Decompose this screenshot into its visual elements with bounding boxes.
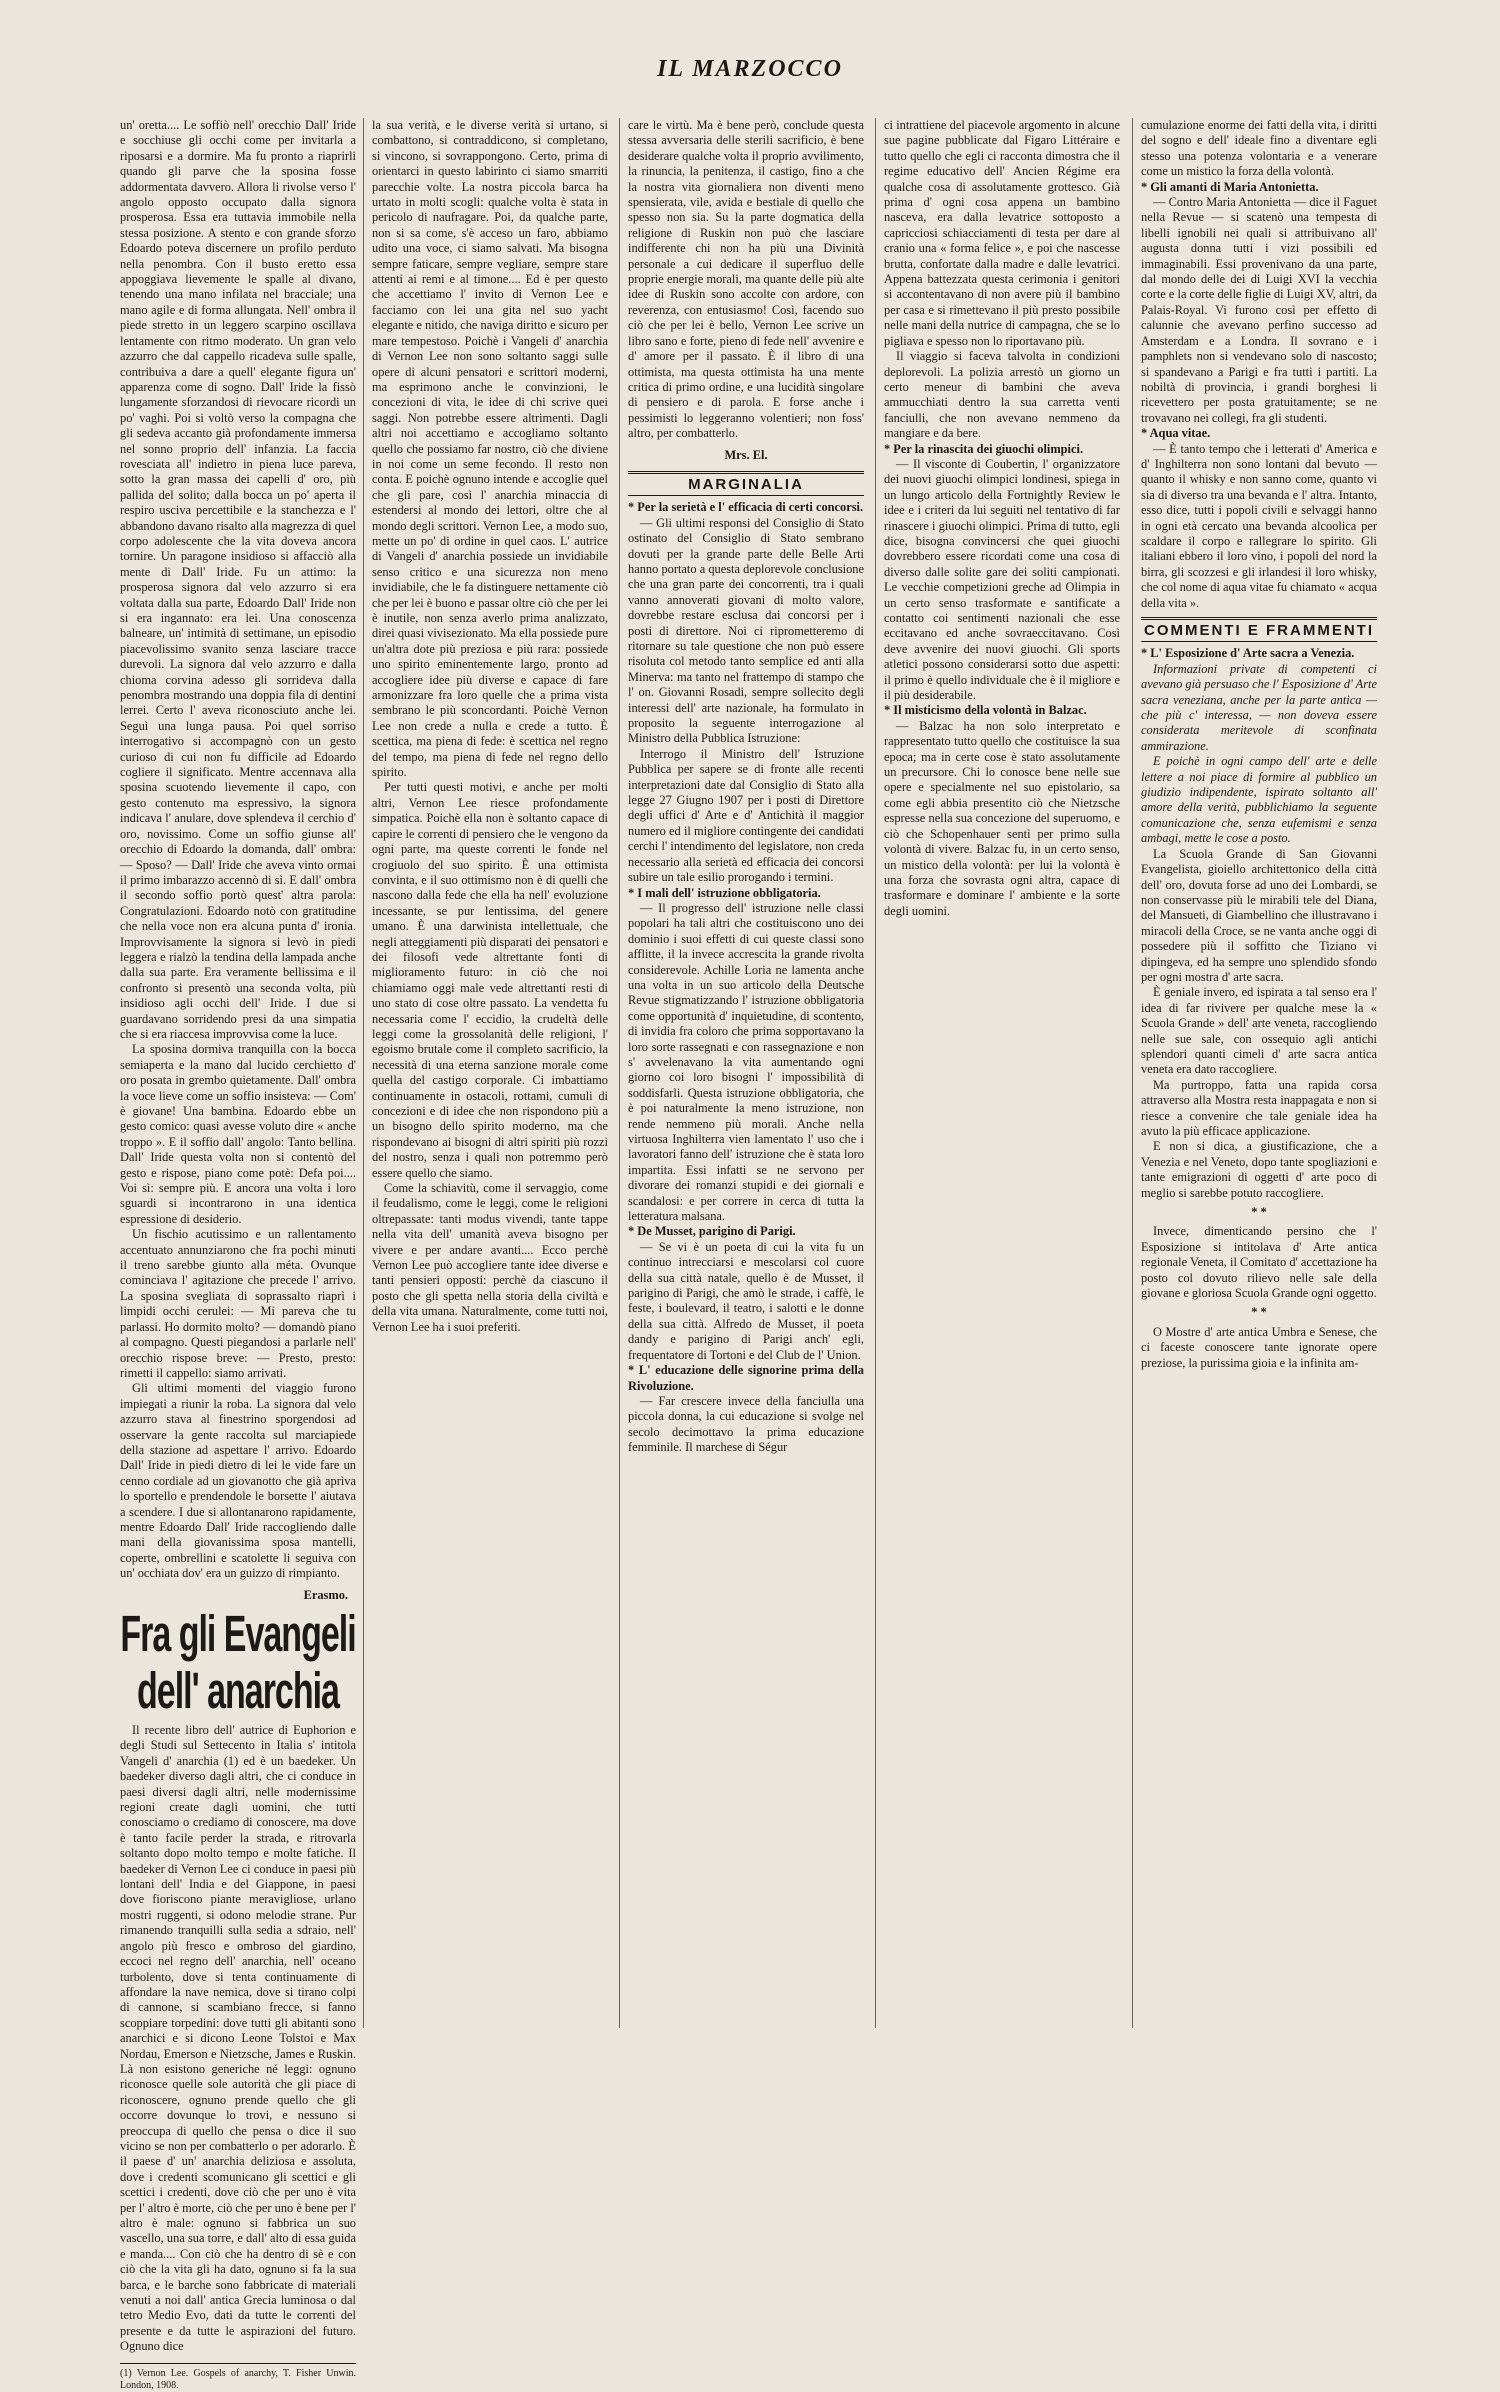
item-heading: * I mali dell' istruzione obbligatoria. — [628, 885, 821, 900]
signature: Mrs. El. — [724, 447, 768, 462]
paragraph: La sposina dormiva tranquilla con la bocca semiaperta e la mano dal lucido cerchietto d' oro posata in grembo quietamente. Dall' ombra la voce lieve come un soffio insisteva: — Com' è giovane! Una bambina. Edoardo ebbe un gesto comico: quasi avesse voluto dire « anche troppo ». E il soffio dall' angolo: Tanto bellina. Dall' Iride questa volta non si contentò del gesto e rispose, piano come potè: Defa poi.... Voi sì: sempre più. E ancora una volta i loro sguardi si incontrarono in una identica espressione di desiderio. — [120, 1042, 356, 1226]
column-4 — [884, 118, 1120, 2028]
paragraph: Il viaggio si faceva talvolta in condizioni deplorevoli. La polizia arrestò un giorno un certo meneur di bambini che aveva ammucchiati dentro la sua carretta venti fanciulli, che non avevano nemmeno da mangiare e da bere. — [884, 349, 1120, 441]
item-heading: * Per la rinascita dei giuochi olimpici. — [884, 441, 1084, 456]
separator-stars: * * — [1251, 1205, 1267, 1220]
paragraph: Ma purtroppo, fatta una rapida corsa attraverso alla Mostra resta inappagata e non si riesce a convenire che tale geniale idea ha avuto la più efficace applicazione. — [1141, 1077, 1377, 1138]
column-divider — [875, 118, 876, 2028]
paragraph: E non si dica, a giustificazione, che a Venezia e nel Veneto, dopo tante spogliazioni e tante emigrazioni di oggetti d' arte poco di meglio si sarebbe potuto raccogliere. — [1141, 1139, 1377, 1200]
item-heading: * L' Esposizione d' Arte sacra a Venezia. — [1141, 646, 1355, 661]
column-5 — [1141, 118, 1377, 2028]
paragraph: — Balzac ha non solo interpretato e rappresentato tutto quello che costituisce la sua epoca; ma in certe cose è stato assolutamente un precursore. Chi lo conosce bene nelle sue opere e specialmente nel suo epistolario, sa come egli abbia presentito ciò che Nietzsche espresse nella sua concezione del superuomo, e ciò che Schopenhauer sentì per primo sulla volontà di vivere. Balzac fu, in un certo senso, un mistico della volontà: per lui la volontà è una forza che sovrasta ogni altra, capace di trasformare e dominare l' ambiente e la sorte degli uomini. — [884, 718, 1120, 918]
paragraph: E poichè in ogni campo dell' arte e delle lettere a noi piace di formire al pubblico un giudizio indipendente, ispirato soltanto all' amore della verità, pubblichiamo la seguente comunicazione che, senza eufemismi e senza ambagi, mette le cose a posto. — [1141, 754, 1377, 846]
paragraph: La Scuola Grande di San Giovanni Evangelista, gioiello architettonico della città dell' oro, dovuta forse ad uno dei Lombardi, se non conservasse più le mirabili tele del Diana, del Mansueti, di Giambellino che illustravano i miracoli della Croce, se ne vanta anche oggi di possedere più il soffitto che Tiziano vi dipingeva, ed ha sempre uno splendido sfondo per ogni mostra d' arte sacra. — [1141, 846, 1377, 984]
column-divider — [1132, 118, 1133, 2028]
masthead: IL MARZOCCO — [657, 56, 843, 82]
paragraph: Interrogo il Ministro dell' Istruzione Pubblica per sapere se di fronte alle recenti interpretazioni date dal Consiglio di Stato alla legge 27 Giugno 1907 per i posti di Direttore degli uffici d' Arte e d' Antichità il maggior numero ed il migliore contingente dei candidati cerchi l' intendimento del legislatore, non creda necessario alla serietà ed efficacia dei concorsi subire un tale esilio prorogando i termini. — [628, 746, 864, 885]
paragraph: — Il progresso dell' istruzione nelle classi popolari ha tali altri che costituiscono uno dei dominio i suoi effetti di cui queste classi sono afflitte, il la invece accrescita la grande rivolta considerevole. Achille Loria ne lamenta anche una volta in un suo articolo della Deutsche Revue stigmatizzando l' istruzione obbligatoria come opportunità d' inquietudine, di scontento, di invidia fra coloro che prima sopportavano la loro sorte rassegnati e con rassegnazione e non s' avvelenavano la vita aumentando ogni giorno coi loro bisogni l' impossibilità di soddisfarli. Questa istruzione obbligatoria, che è poi naturalmente la meno istruzione, non rende nemmeno più morali. Anche nella virtuosa Inghilterra vien lamentato l' uso che i lavoratori fanno dell' istruzione che è stata loro impartita. Essi infatti se ne servono per divorare dei romanzi stupidi e dei giornali e scandalosi: e per correre in cerca di tutta la letteratura malsana. — [628, 900, 864, 1224]
paragraph: O Mostre d' arte antica Umbra e Senese, che ci faceste conoscere tante ignorate opere preziose, la purissima gioia e la infinita am- — [1141, 1324, 1377, 1370]
paragraph: — Far crescere invece della fanciulla una piccola donna, la cui educazione si svolge nel secolo decimottavo la prima educazione femminile. Il marchese di Ségur — [628, 1393, 864, 1455]
paragraph: Un fischio acutissimo e un rallentamento accentuato annunziarono che fra pochi minuti il treno sarebbe giunto alla méta. Ovunque cominciava l' agitazione che precede l' arrivo. La sposina svegliata di soprassalto riaprì i limpidi occhi cerulei: — Mi pareva che tu parlassi. Ho dormito molto? — domandò piano al compagno. Questi piegandosi a parlarle nell' orecchio rispose breve: — Presto, presto: rimetti il cappello: siamo arrivati. — [120, 1227, 356, 1380]
column-3 — [628, 118, 864, 2028]
article-title: Fra gli Evangeli dell' anarchia — [120, 1606, 356, 1720]
paragraph: Il recente libro dell' autrice di Euphorion e degli Studi sul Settecento in Italia s' intitola Vangeli d' anarchia (1) ed è un baedeker. Un baedeker diverso dagli altri, che ci conduce in paesi diversi dagli altri, nelle modernissime regioni create dagli uomini, che tutti conosciamo o crediamo di conoscere, ma dove è tanto facile perder la strada, e ritrovarla soltanto dopo molto tempo e molte fatiche. Il baedeker di Vernon Lee ci conduce in paesi più lontani dell' India e del Giappone, in paesi dove fioriscono piante meravigliose, urlano mostri ruggenti, si odono melodie strane. Pur rimanendo tranquilli sulla sedia a sdraio, nell' angolo più fresco e ombroso del giardino, eccoci nel regno dell' anarchia, nell' oceano turbolento, dove si tenta continuamente di affondare la nave nemica, dove si tirano colpi di cannone, si scambiano frecce, si fanno scoppiare torpedini: dove tutti gli abitanti sono anarchici e si dicono Leone Tolstoi e Max Nordau, Emerson e Nietzsche, James e Ruskin. Là non esistono generiche né leggi: ognuno riconosce quelle sole autorità che gli piace di riconoscere, ognuno prende quello che gli occorre dovunque lo trovi, e nessuno si preoccupa di quello che pensa o dice il suo vicino se non per combatterlo o per adorarlo. È il paese d' un' anarchia deliziosa e assoluta, dove i credenti scomunicano gli scettici e gli scettici i credenti, dove ciò che per uno è vita per l' altro è morte, ciò che per uno è bene per l' altro è male: ognuno si fabbrica un suo vascello, una sua torre, e dall' alto di essa guida e manda.... Con ciò che ha dentro di sè e con ciò che la vita gli ha dato, ognuno si fa la sua barca, e le barche sono fabbricate di materiali venuti a noi dall' antica Grecia luminosa o dal tetro Medio Evo, dati da tutte le correnti del presente e da tutte le aspirazioni del futuro. Ognuno dice — [120, 1723, 356, 2354]
signature: Erasmo. — [303, 1587, 348, 1602]
paragraph: un' oretta.... Le soffiò nell' orecchio Dall' Iride e socchiuse gli occhi come per invitarla a riposarsi e a dormire. Ma fu pronto a riaprirli quando gli parve che la sposina fosse addormentata davvero. Allora li rivolse verso l' angolo opposto occupato dalla signora prosperosa. Essa era tuttavia immobile nella stessa posizione. A stento e con grande sforzo Edoardo poteva discernere un profilo perduto nella penombra. Con il busto eretto essa appoggiava lievemente le spalle al divano, tenendo una mano infilata nel bracciale; una mano agile e di forma allungata. Nell' ombra il piede stretto in un leggero scarpino oscillava lentamente con ritmo moderato. Un gran velo azzurro che dal cappello ricadeva sulle spalle, contribuiva a dare a quell' elegante figura un' apparenza come di sogno. Dall' Iride la fissò lungamente sforzandosi di rievocare ricordi un po' vaghi. Poi si voltò verso la compagna che gli sedeva accanto già profondamente immersa nel sonno proprio dell' infanzia. La faccia rovesciata all' indietro in piena luce pareva, sotto la gran massa dei capelli d' oro, più pallida del solito; dalla bocca un po' aperta il respiro usciva percettibile e la stanchezza e l' abbandono davano risalto alla magrezza di quel corpo adolescente che la vita doveva ancora tornire. Un paragone insidioso si affacciò alla mente di Dall' Iride. Fu un attimo: la prosperosa signora dal velo azzurro si era voltata dalla sua parte, Edoardo Dall' Iride non si era ingannato: era lei. Una conoscenza balneare, un' intimità di settimane, un episodio piacevolissimo svanito senza lasciare tracce durevoli. La signora dal velo azzurro e dalla chioma corvina adesso gli sorrideva dalla penombra mostrando una doppia fila di dentini lerrei. Certo l' aveva riconosciuto anche lei. Seguì una lunga pausa. Poi quel sorriso interrogativo si accompagnò con un gesto curioso di cui non fu difficile ad Edoardo cogliere il significato. Mentre accennava alla sposina scuotendo lievemente il capo, con gesto contenuto ma espressivo, la signora indicava l' anulare, dove splendeva il cerchio d' oro, novissimo. Come un soffio giunse all' orecchio di Edoardo la domanda, dall' ombra: — Sposo? — Dall' Iride che aveva vinto ormai il primo imbarazzo accennò di sì. E dall' ombra il secondo soffio portò quest' altra parola: Congratulazioni. Edoardo notò con gratitudine che nella voce non era alcuna punta d' ironia. Improvvisamente la signora si levò in piedi leggera e rialzò la tendina della lampada anche dalla sua parte. Era veramente bellissima e il confronto si presentò una seconda volta, più insidioso agli occhi dell' Iride. I due si guardavano sorridendo presi da una simpatia che si era riaccesa improvvisa come la luce. — [120, 118, 357, 1041]
paragraph: — Gli ultimi responsi del Consiglio di Stato ostinato del Consiglio di Stato sembrano dovuti per la grande parte delle Belle Arti hanno portato a questa deplorevole conclusione che una gran parte dei concorrenti, tra i quali vanno annoverati giovani di molto valore, dovrebbe restare esclusa dai concorsi per i posti di direttore. Noi ci riprometteremo di ritornare su tale questione che non può essere risoluta col metodo tanto semplice ed anti alla Minerva: ma tanto nel frattempo di stampo che l' on. Giovanni Rosadi, sempre sollecito degli interessi dell' arte nazionale, ha formulato in proposito la seguente interrogazione al Ministro della Pubblica Istruzione: — [628, 515, 864, 746]
paragraph: — Se vi è un poeta di cui la vita fu un continuo intrecciarsi e mescolarsi col cuore della sua città natale, quello è de Musset, il parigino di Parigi, che amò le strade, i caffè, le feste, i boulevard, il teatro, i salotti e le donne della sua città. Alfredo de Musset, il poeta dandy e parigino di Parigi anch' egli, frequentatore di Tortoni e del Club de l' Union. — [628, 1239, 864, 1362]
item-heading: * De Musset, parigino di Parigi. — [628, 1224, 796, 1239]
paragraph: È geniale invero, ed ispirata a tal senso era l' idea di far rivivere per qualche mese la « Scuola Grande » dell' arte veneta, raccogliendo nelle sue sale, con ossequio agli antichi splendori quanti cimeli d' arte sacra antica veneta era dato raccogliere. — [1141, 985, 1377, 1077]
paragraph: — È tanto tempo che i letterati d' America e d' Inghilterra non sono lontani dal bevuto — quanto il whisky e non sanno come, quanto vi sia di diverso tra una bevanda e l' altra. Intanto, esso dice, tutti i popoli civili e selvaggi hanno in ogni età cercato una bevanda alcoolica per scaldare il corpo e rallegrare lo spirito. Gli italiani ebbero il loro vino, i popoli del nord la birra, gli scozzesi e gli irlandesi il loro whisky, che col nome di aqua vitae fu chiamato « acqua della vita ». — [1141, 441, 1377, 610]
paragraph: Per tutti questi motivi, e anche per molti altri, Vernon Lee riesce profondamente simpatica. Poichè ella non è soltanto capace di capire le correnti di pensiero che le vengono da ogni parte, ma queste correnti le fonde nel crogiuolo del suo spirito. È una ottimista convinta, e il suo ottimismo non è di quelli che nascono dalla fede che ella ha nell' evoluzione incessante, se pur lentissima, del genere umano. È una darwinista intellettuale, che negli atteggiamenti più disparati dei pensatori e dei filosofi vede altrettante fonti di miglioramento futuro: in ciò che noi chiamiamo oggi male vede altrettanti resti di uno stato di cose oltre passato. La vendetta fu necessaria come l' eccidio, la crudeltà delle leggi come la grossolanità delle religioni, l' egoismo brutale come il completo sacrificio, la necessità di una eterna sanzione morale come quella del castigo corporale. Ci imbattiamo continuamente in ostacoli, rottami, cumuli di concezioni e di idee che non rispondono più a un bisogno dello spirito moderno, ma che rispondevano ai bisogni di altri spiriti più rozzi del nostro, senza i quali non potremmo però essere quello che siamo. — [372, 780, 608, 1180]
item-heading: * Il misticismo della volontà in Balzac. — [884, 703, 1087, 718]
column-divider — [619, 118, 620, 2028]
column-1 — [120, 118, 357, 2391]
paragraph: Invece, dimenticando persino che l' Esposizione si intitolava d' Arte antica regionale Veneta, il Comitato d' accettazione ha posto col dovuto rilievo nelle sale della giovane e gloriosa Scuola Grande ogni oggetto. — [1141, 1224, 1377, 1301]
item-heading: * Aqua vitae. — [1141, 426, 1211, 441]
paragraph: care le virtù. Ma è bene però, conclude questa stessa avversaria delle sterili sacrificio, è bene desiderare qualche volta il proprio avvilimento, la rinuncia, la penitenza, il castigo, fino a che la nostra vita giornaliera non diventi meno spensierata, vile, avida e bestiale di quello che spesso non sia. Su la parte dogmatica della religione di Ruskin non può che lasciare indifferente chi non ha più una Divinità personale a cui dedicare il superfluo delle proprie energie morali, ma quante delle più alte idee di Ruskin sono accolte con ardore, con reverenza, con entusiasmo! Così, facendo suo ciò che per lei è bello, Vernon Lee scrive un libro sano e forte, pieno di fede nell' avvenire e d' amore per il passato. È il libro di una ottimista, ma questa ottimista ha una mente critica di primo ordine, e una lucidità singolare di pensiero e di parola. E forse anche i pessimisti lo leggeranno volentieri; non foss' altro, per combatterlo. — [628, 118, 864, 441]
paragraph: — Contro Maria Antonietta — dice il Faguet nella Revue — si scatenò una tempesta di libelli ignobili nei quali si attribuivano all' augusta donna tutti i vizi possibili ed immaginabili. Essi provenivano da una parte, dal mondo delle dei di Luigi XVI la vecchia corte e la corte delle figlie di Luigi XV, altri, da Palais-Royal. Vi furono così per effetto di calunnie che avevano perfino successo ad Amsterdam e a Londra. Il sovrano e i pamphlets non si vendevano solo di nascosto; si spandevano a Parigi e fra tutti i partiti. La nobiltà di provincia, i grandi borghesi li ricevettero per posta gratuitamente; se ne trovavano nei collegi, fra gli studenti. — [1141, 195, 1377, 425]
paragraph: cumulazione enorme dei fatti della vita, i diritti del sogno e dell' ideale fino a diventare egli stesso una potenza volontaria e a venerare come un mistico la forza della volontà. — [1141, 118, 1377, 179]
section-header: MARGINALIA — [628, 471, 864, 496]
paragraph: ci intrattiene del piacevole argomento in alcune sue pagine pubblicate dal Figaro Littéraire e tutto quello che egli ci racconta dimostra che il regime educativo dell' Ancien Régime era qualche cosa di assolutamente grottesco. Già prima d' ogni cosa appena un bambino nasceva, era dalla levatrice sottoposto a capricciosi schiacciamenti di testa per dare al cranio una « forma felice », e poi che nascesse brutta, confortate dalla madre e dalle levatrici. Appena battezzata questa cerimonia i genitori si accontentavano di non avere più il bambino per casa e si rimettevano il più presto possibile nelle mani della nutrice di campagna, che se lo pigliava e spesso non lo riportavano più. — [884, 118, 1120, 348]
column-2 — [372, 118, 608, 2028]
item-heading: * Per la serietà e l' efficacia di certi concorsi. — [628, 500, 864, 515]
paragraph: Gli ultimi momenti del viaggio furono impiegati a riunir la roba. La signora dal velo azzurro stava al finestrino sporgendosi ad osservare la gente raccolta sul marciapiede della stazione ad aspettare l' arrivo. Edoardo Dall' Iride in piedi dietro di lei le vide fare un cenno cordiale ad un giovanotto che già aprìva lo sportello e prendendole le borsette l' aiutava a scendere. I due si allontanarono rapidamente, mentre Edoardo Dall' Iride raccogliendo dalle mani della giovanissima sposa mantelli, coperte, ombrellini e scatolette li seguiva con un' occhiata dov' era un guizzo di rimpianto. — [120, 1381, 356, 1581]
paragraph: Come la schiavitù, come il servaggio, come il feudalismo, come le leggi, come le religioni oltrepassate: tanti modus vivendi, tante tappe nella vita dell' umanità aveva bisogno per vivere e per andare avanti.... Ecco perchè Vernon Lee può accogliere tante idee diverse e tanti pensieri opposti: perchè da ciascuno il posto che gli spetta nella storia della civiltà e della vita umana. Naturalmente, come tutti noi, Vernon Lee ha i suoi preferiti. — [372, 1181, 608, 1334]
paragraph: — Il visconte di Coubertin, l' organizzatore dei nuovi giuochi olimpici londinesi, spiega in un lungo articolo della Fortnightly Review le idee e i criteri da lui seguiti nel tentativo di far rinascere i giuochi olimpici. Prima di tutto, egli dice, bisogna convincersi che quei giuochi dovrebbero essere ricordati come una cosa di diverso dalle solite gare dei soliti campionati. Le vecchie competizioni greche ad Olimpia in un certo senso trasformate e santificate a contatto coi sentimenti nazionali che esse eccitavano ed anche sovraeccitavano. Così deve avvenire dei nuovi giuochi. Gli sports atletici possono considerarsi sotto due aspetti: il primo è quello individuale che è il migliore e il più desiderabile. — [884, 456, 1120, 703]
item-heading: * Gli amanti di Maria Antonietta. — [1141, 179, 1319, 194]
section-header: COMMENTI E FRAMMENTI — [1141, 617, 1377, 642]
footnote: (1) Vernon Lee. Gospels of anarchy, T. Fisher Unwin. London, 1908. — [120, 2363, 356, 2392]
separator-stars: * * — [1251, 1305, 1267, 1320]
paragraph: Informazioni private di competenti ci avevano già persuaso che l' Esposizione d' Arte sacra veneziana, anche per la parte antica — che più c' interessa, — non doveva essere considerata meritevole di sconfinata ammirazione. — [1141, 661, 1377, 753]
column-divider — [363, 118, 364, 2028]
item-heading: * L' educazione delle signorine prima della Rivoluzione. — [628, 1363, 864, 1393]
paragraph: la sua verità, e le diverse verità si urtano, si combattono, si contraddicono, si completano, si vincono, si sovrappongono. Certo, prima di orientarci in questo labirinto ci siamo smarriti parecchie volte. La nostra piccola barca ha urtato in molti scogli: qualche volta è stata in pericolo di naufragare. Poi, da qualche parte, non si sa come, s'è acceso un faro, abbiamo udito una voce, ci siamo salvati. Ma bisogna sempre faticare, sempre vegliare, sempre stare attenti ai remi e al timone.... Ed è per questo che accettiamo l' invito di Vernon Lee e facciamo con lei una gita nel suo yacht elegante e nitido, che naviga diritto e sicuro per mare tempestoso. Poichè i Vangeli d' anarchia di Vernon Lee non sono soltanto saggi sulle opere di alcuni pensatori e scrittori moderni, ma esprimono anche le convinzioni, le concezioni di vita, le idee di chi scrive quei saggi. Non potrebbe essere altrimenti. Dagli altri noi accettiamo e accogliamo soltanto quello che possiamo far nostro, ciò che diviene in noi come un seme fecondo. Il resto non conta. E poichè ognuno intende e accoglie quel che gli pare, così l' anarchia minaccia di estendersi al mondo dei lettori, oltre che al mondo degli scrittori. Vernon Lee, a modo suo, mette un po' di ordine in quel caos. L' autrice di Vangeli d' anarchia possiede un invidiabile senso critico e una sicurezza non meno invidiabile, che le fa distinguere nettamente ciò che per lei è buono e passar oltre ciò che per lei è inutile, non senza averlo prima analizzato, direi quasi vivisezionato. Ma ella possiede pure un'altra dote più preziosa e più rara: possiede uno spirito eminentemente largo, pronto ad accogliere idee più diverse e capace di fare armonizzare fra loro quelle che a prima vista sembrano le più sconcordanti. Poichè Vernon Lee non crede a nulla e crede a tutto. È scettica, ma piena di fede: è scettica nel regno del tempo, ma piena di fede nel regno dello spirito. — [372, 118, 608, 780]
